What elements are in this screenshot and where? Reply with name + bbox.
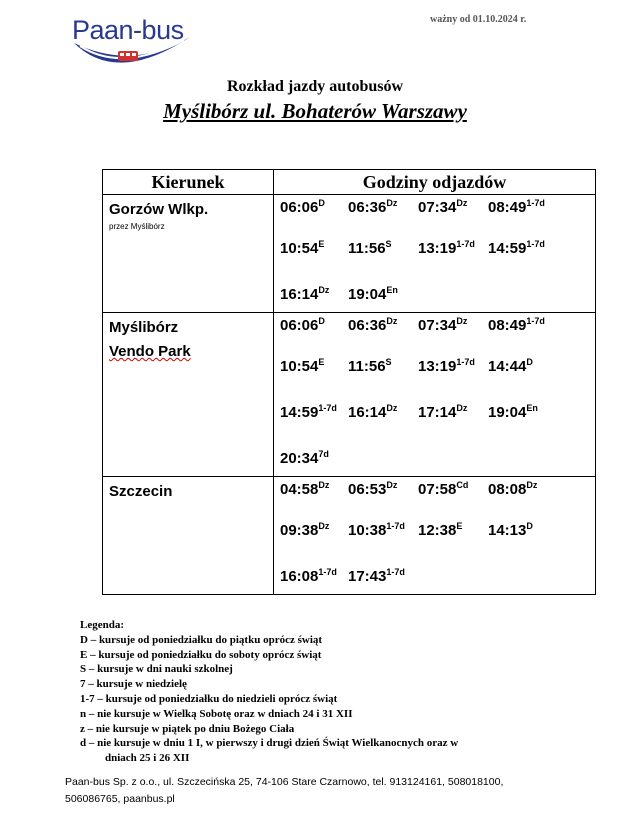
departure-time (280, 567, 337, 587)
direction-cell (103, 195, 274, 313)
departure-time-value: 13:19 (418, 240, 457, 257)
timetable (102, 169, 596, 595)
departure-time-symbol: D (318, 316, 325, 326)
departure-time (280, 198, 325, 218)
legend-item: 1-7 – kursuje od poniedziałku do niedzieli oprócz świąt (80, 692, 338, 705)
departure-time-symbol: 1-7d (386, 521, 405, 531)
direction-via: przez Myślibórz (109, 222, 165, 231)
departure-time-value: 16:14 (280, 286, 319, 303)
departure-time (348, 521, 405, 541)
direction-name: Myślibórz (109, 319, 179, 336)
departure-time (418, 239, 475, 259)
departure-time-symbol: Dz (318, 285, 330, 295)
departure-time-symbol: Dz (386, 403, 398, 413)
departure-time (348, 567, 405, 587)
departure-time (280, 403, 337, 423)
departure-time (280, 285, 329, 305)
direction-cell (103, 477, 274, 595)
departure-time-value: 06:06 (280, 199, 319, 216)
departure-time-value: 07:34 (418, 199, 457, 216)
departure-time-value: 06:36 (348, 317, 387, 334)
departure-time-value: 04:58 (280, 481, 319, 498)
departure-time-symbol: Dz (318, 521, 330, 531)
departure-time-value: 20:34 (280, 450, 319, 467)
departure-time-value: 07:58 (418, 481, 457, 498)
departure-time-value: 10:38 (348, 522, 387, 539)
departure-time (280, 357, 324, 377)
departure-time-value: 09:38 (280, 522, 319, 539)
footer-address: Paan-bus Sp. z o.o., ul. Szczecińska 25, 74-106 Stare Czarnowo, tel. 913124161, 508018100, (65, 776, 504, 788)
times-cell (274, 313, 596, 477)
departure-time-symbol: D (526, 521, 533, 531)
departure-time-symbol: D (526, 357, 533, 367)
departure-time-symbol: Dz (318, 480, 330, 490)
departure-time-value: 06:06 (280, 317, 319, 334)
departure-time-symbol: Dz (386, 316, 398, 326)
logo-swoosh-icon (72, 15, 194, 75)
departure-time (488, 239, 545, 259)
departure-time-symbol: Dz (386, 480, 398, 490)
departure-time (348, 403, 397, 423)
departure-time-symbol: 1-7d (526, 239, 545, 249)
legend-item: d – nie kursuje w dniu 1 I, w pierwszy i drugi dzień Świąt Wielkanocnych oraz w (80, 737, 459, 750)
departure-time-value: 10:54 (280, 358, 319, 375)
departure-time-value: 08:49 (488, 199, 527, 216)
direction-cell (103, 313, 274, 477)
departure-time (348, 357, 392, 377)
departure-time-symbol: E (318, 357, 325, 367)
departure-time-value: 11:56 (348, 358, 386, 375)
departure-time-value: 14:59 (488, 240, 527, 257)
departure-time-value: 19:04 (488, 404, 527, 421)
departure-time-value: 17:43 (348, 568, 387, 585)
departure-time (418, 316, 467, 336)
departure-time (348, 480, 397, 500)
departure-line (280, 316, 589, 357)
direction-name-line2: Vendo Park (109, 343, 191, 360)
table-row (103, 195, 596, 313)
departure-time-value: 14:13 (488, 522, 527, 539)
departure-time-symbol: Dz (456, 316, 468, 326)
departure-time (488, 198, 545, 218)
legend-item-continuation: dniach 25 i 26 XII (105, 752, 190, 765)
direction-name: Szczecin (109, 483, 173, 500)
departure-time (348, 316, 397, 336)
departure-line (280, 480, 589, 521)
departure-time-symbol: D (318, 198, 325, 208)
departure-time-value: 16:08 (280, 568, 319, 585)
departure-time-symbol: 1-7d (526, 316, 545, 326)
departure-time (488, 316, 545, 336)
departure-time (488, 403, 538, 423)
departure-line (280, 521, 589, 567)
table-row (103, 477, 596, 595)
departure-time-value: 13:19 (418, 358, 457, 375)
departure-time-symbol: S (385, 357, 392, 367)
departure-time-value: 19:04 (348, 286, 387, 303)
departure-line (280, 357, 589, 403)
departure-time-symbol: 1-7d (456, 357, 475, 367)
departure-time-symbol: En (526, 403, 538, 413)
departure-time-value: 14:59 (280, 404, 319, 421)
departure-time-value: 16:14 (348, 404, 387, 421)
departure-time (280, 316, 325, 336)
departure-time (280, 449, 329, 469)
departure-time (488, 521, 533, 541)
departure-line (280, 239, 589, 285)
departure-line (280, 403, 589, 449)
logo-text: Paan-bus (72, 15, 184, 45)
departure-time (418, 480, 468, 500)
legend-item: n – nie kursuje w Wielką Sobotę oraz w dniach 24 i 31 XII (80, 707, 353, 720)
departure-time (418, 403, 467, 423)
legend-item: z – nie kursuje w piątek po dniu Bożego Ciała (80, 722, 295, 735)
departure-time-symbol: 1-7d (386, 567, 405, 577)
departure-time-symbol: Dz (456, 403, 468, 413)
departure-time (280, 521, 329, 541)
departure-time-value: 10:54 (280, 240, 319, 257)
departure-time-value: 14:44 (488, 358, 527, 375)
departure-time-symbol: Cd (456, 480, 469, 490)
departure-time-value: 17:14 (418, 404, 457, 421)
valid-from-date: ważny od 01.10.2024 r. (430, 14, 527, 25)
departure-time (348, 239, 392, 259)
departure-time-value: 06:36 (348, 199, 387, 216)
departure-time-symbol: 1-7d (318, 403, 337, 413)
departure-time (418, 357, 475, 377)
departure-time-symbol: Dz (386, 198, 398, 208)
departure-time-symbol: Dz (526, 480, 538, 490)
departure-time (348, 285, 398, 305)
departure-time (348, 198, 397, 218)
legend-item: E – kursuje od poniedziałku do soboty oprócz świąt (80, 648, 322, 661)
company-footer (65, 774, 585, 808)
departure-time (488, 480, 537, 500)
table-header-row (103, 170, 596, 195)
schedule-title: Rozkład jazdy autobusów (226, 78, 404, 95)
times-cell (274, 195, 596, 313)
departure-time-symbol: 1-7d (318, 567, 337, 577)
departure-time (418, 521, 462, 541)
departure-time-symbol: E (318, 239, 325, 249)
legend-title: Legenda: (80, 619, 124, 631)
departure-time-symbol: 1-7d (456, 239, 475, 249)
departure-line (280, 449, 589, 473)
departure-line (280, 567, 589, 591)
departure-time-value: 11:56 (348, 240, 386, 257)
direction-name: Gorzów Wlkp. (109, 201, 209, 218)
departure-time-symbol: 1-7d (526, 198, 545, 208)
company-logo (72, 15, 194, 75)
table-row (103, 313, 596, 477)
stop-name: Myślibórz ul. Bohaterów Warszawy (163, 99, 467, 123)
legend-item: S – kursuje w dni nauki szkolnej (80, 663, 233, 676)
departure-time-symbol: 7d (318, 449, 329, 459)
departure-time-value: 08:08 (488, 481, 527, 498)
departure-time-value: 07:34 (418, 317, 457, 334)
legend-item: 7 – kursuje w niedzielę (80, 678, 187, 691)
departure-time (418, 198, 467, 218)
departure-time-value: 12:38 (418, 522, 457, 539)
departure-time-symbol: Dz (456, 198, 468, 208)
departure-line (280, 285, 589, 309)
legend (80, 618, 458, 766)
footer-contact: 506086765, paanbus.pl (65, 793, 175, 805)
departure-time-symbol: En (386, 285, 398, 295)
departure-line (280, 198, 589, 239)
departure-time (280, 480, 329, 500)
departure-time (280, 239, 324, 259)
times-cell (274, 477, 596, 595)
legend-item: D – kursuje od poniedziałku do piątku oprócz świąt (80, 633, 323, 646)
departure-time-symbol: S (385, 239, 392, 249)
departure-time-value: 06:53 (348, 481, 387, 498)
departure-time-value: 08:49 (488, 317, 527, 334)
header-times: Godziny odjazdów (274, 170, 596, 195)
departure-time (488, 357, 533, 377)
departure-time-symbol: E (456, 521, 463, 531)
header-direction: Kierunek (103, 170, 274, 195)
